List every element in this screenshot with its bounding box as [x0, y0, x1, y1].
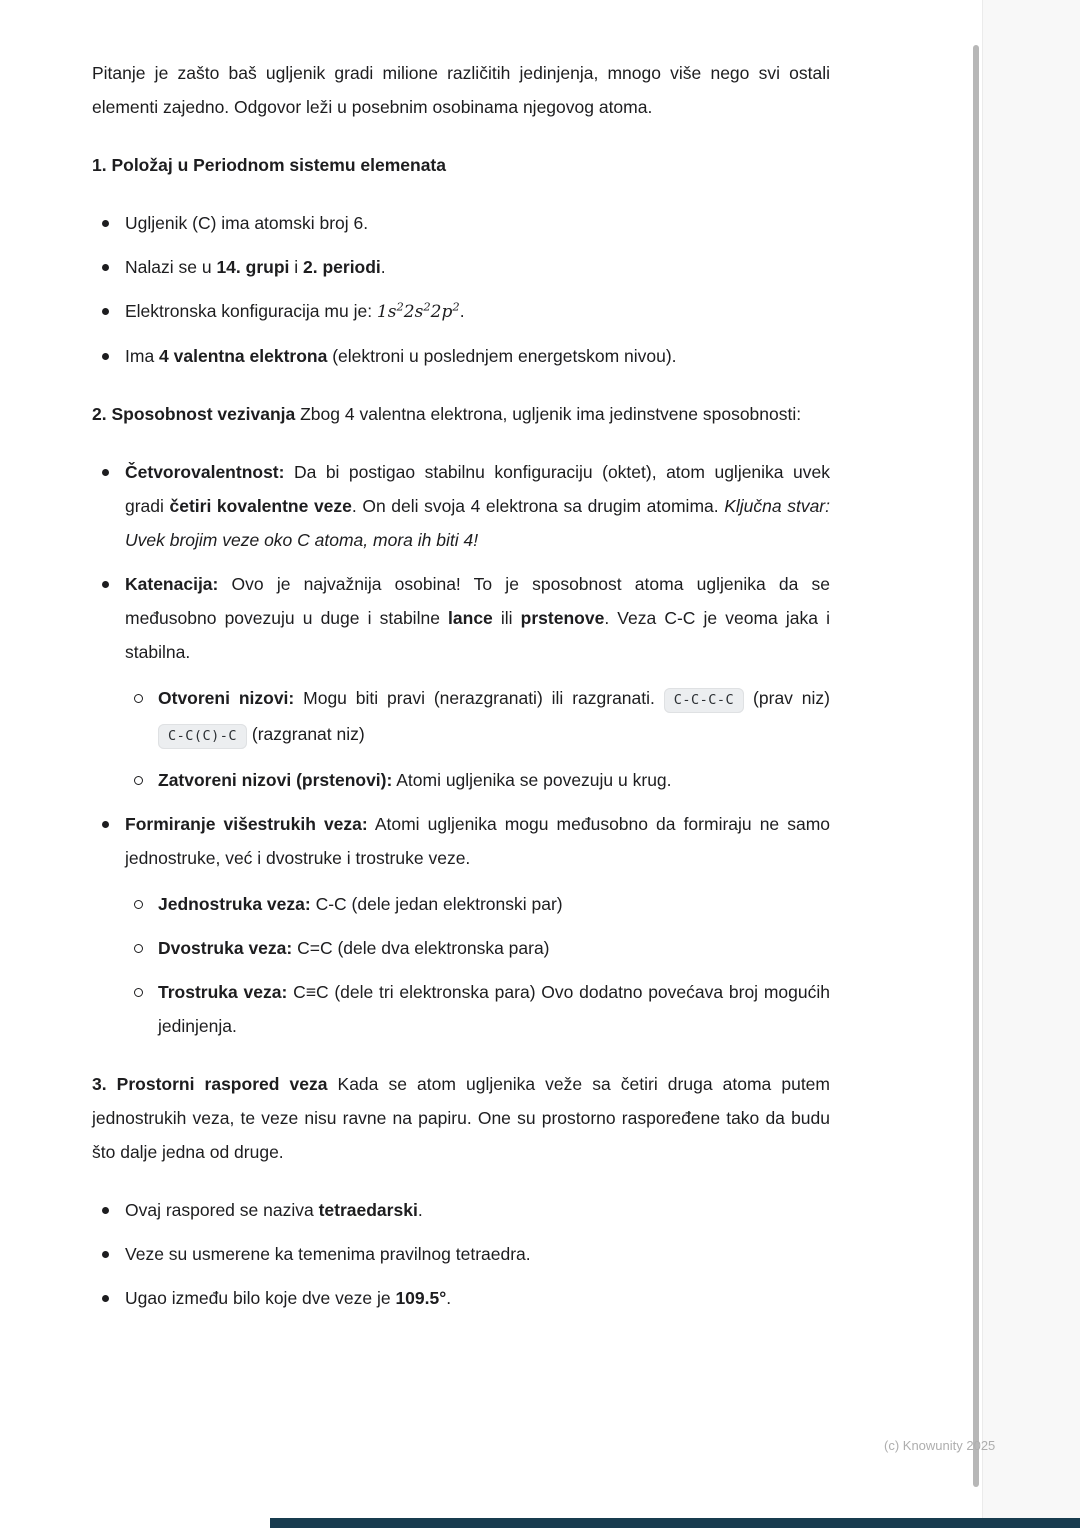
- math-run: 2p: [430, 302, 453, 322]
- text-run: Ovo je najvažnija osobina! To je sposobnost atoma ugljenika da se međusobno povezuju u duge i stabilne: [125, 574, 830, 628]
- bullet-icon: [102, 1207, 109, 1214]
- text-run: Atomi ugljenika mogu međusobno da formiraju ne samo jednostruke, već i dvostruke i trostruke veze.: [125, 814, 830, 868]
- bold-run: 4 valentna elektrona: [159, 346, 328, 366]
- bullet-icon: [102, 469, 109, 476]
- math-exponent: 2: [423, 299, 431, 314]
- bullet-icon: [102, 1251, 109, 1258]
- list-item: [92, 807, 830, 1043]
- text-run: Da bi postigao stabilnu konfiguraciju (oktet), atom ugljenika uvek gradi: [125, 462, 830, 516]
- text-run: Ima: [125, 346, 160, 366]
- bold-run: Dvostruka veza:: [158, 938, 293, 958]
- section-3-heading: [92, 1067, 830, 1169]
- bold-run: tetraedarski: [318, 1200, 418, 1220]
- italic-run: Ključna stvar: Uvek brojim veze oko C atoma, mora ih biti 4!: [125, 496, 830, 550]
- sub-list-item: [125, 931, 830, 965]
- bold-run: Jednostruka veza:: [158, 894, 311, 914]
- list-item: [92, 294, 830, 329]
- text-run: (razgranat niz): [247, 724, 365, 744]
- text-run: Veze su usmerene ka temenima pravilnog tetraedra.: [125, 1244, 531, 1264]
- circle-bullet-icon: [134, 900, 143, 909]
- bullet-icon: [102, 821, 109, 828]
- text-run: .: [446, 1288, 452, 1308]
- math-run: 2s: [403, 302, 424, 322]
- document-content: [92, 56, 830, 1339]
- bold-run: 109.5°: [395, 1288, 447, 1308]
- text-run: Pitanje je zašto baš ugljenik gradi milione različitih jedinjenja, mnogo više nego svi ostali elementi zajedno. Odgovor leži u posebnim osobinama njegovog atoma.: [92, 63, 830, 117]
- code-chip: C-C(C)-C: [158, 724, 247, 749]
- right-margin-area: [982, 0, 1080, 1528]
- bold-run: 2. periodi: [303, 257, 381, 277]
- list-item: [92, 339, 830, 373]
- heading-text: 1. Položaj u Periodnom sistemu elemenata: [92, 155, 446, 175]
- list-item: [92, 1237, 830, 1271]
- text-run: (prav niz): [744, 688, 830, 708]
- text-run: . On deli svoja 4 elektrona sa drugim atomima.: [351, 496, 725, 516]
- circle-bullet-icon: [134, 988, 143, 997]
- bold-run: Otvoreni nizovi:: [158, 688, 295, 708]
- section-2-list: [92, 455, 830, 1043]
- bullet-icon: [102, 581, 109, 588]
- bullet-icon: [102, 264, 109, 271]
- text-run: Kada se atom ugljenika veže sa četiri druga atoma putem jednostrukih veza, te veze nisu ravne na papiru. One su prostorno raspoređene tako da budu što dalje jedna od druge.: [92, 1074, 830, 1162]
- math-exponent: 2: [452, 299, 460, 314]
- math-run: 1s: [376, 302, 397, 322]
- list-item: [92, 455, 830, 557]
- sub-list-item: [125, 887, 830, 921]
- list-item: [92, 206, 830, 240]
- text-run: C-C (dele jedan elektronski par): [310, 894, 563, 914]
- sub-list-item: [125, 975, 830, 1043]
- text-run: ili: [492, 608, 521, 628]
- bullet-icon: [102, 353, 109, 360]
- text-run: Zbog 4 valentna elektrona, ugljenik ima jedinstvene sposobnosti:: [295, 404, 802, 424]
- heading-text: 3. Prostorni raspored veza: [92, 1074, 328, 1094]
- text-run: . Veza C-C je veoma jaka i stabilna.: [125, 608, 830, 662]
- text-run: Atomi ugljenika se povezuju u krug.: [392, 770, 672, 790]
- section-1-list: [92, 206, 830, 373]
- bold-run: Formiranje višestrukih veza:: [125, 814, 368, 834]
- circle-bullet-icon: [134, 776, 143, 785]
- intro-paragraph: [92, 56, 830, 124]
- text-run: .: [459, 301, 465, 321]
- bullet-icon: [102, 1295, 109, 1302]
- bold-run: Zatvoreni nizovi (prstenovi):: [158, 770, 393, 790]
- section-1-heading: [92, 148, 830, 182]
- text-run: Nalazi se u: [125, 257, 217, 277]
- code-chip: C-C-C-C: [664, 688, 744, 713]
- text-run: (elektroni u poslednjem energetskom nivou).: [327, 346, 677, 366]
- sub-list-item: [125, 681, 830, 753]
- bullet-icon: [102, 308, 109, 315]
- bold-run: Katenacija:: [125, 574, 219, 594]
- watermark: (c) Knowunity 2025: [884, 1438, 996, 1453]
- text-run: Ugao između bilo koje dve veze je: [125, 1288, 396, 1308]
- heading-text: 2. Sposobnost vezivanja: [92, 404, 296, 424]
- math-formula: [376, 299, 460, 322]
- text-run: Ovaj raspored se naziva: [125, 1200, 319, 1220]
- math-exponent: 2: [396, 299, 404, 314]
- text-run: .: [380, 257, 386, 277]
- text-run: i: [289, 257, 303, 277]
- veze-sublist: [125, 887, 830, 1043]
- bullet-icon: [102, 220, 109, 227]
- bottom-bar: [270, 1518, 1080, 1528]
- katenacija-sublist: [125, 681, 830, 797]
- bold-run: Trostruka veza:: [158, 982, 288, 1002]
- section-3-list: [92, 1193, 830, 1315]
- list-item: [92, 1193, 830, 1227]
- text-run: Elektronska konfiguracija mu je:: [125, 301, 377, 321]
- bold-run: 14. grupi: [216, 257, 290, 277]
- bold-run: lance: [448, 608, 493, 628]
- scrollbar-thumb[interactable]: [973, 45, 979, 1487]
- list-item: [92, 250, 830, 284]
- bold-run: prstenove: [520, 608, 605, 628]
- circle-bullet-icon: [134, 694, 143, 703]
- text-run: .: [417, 1200, 423, 1220]
- section-2-heading: [92, 397, 830, 431]
- bold-run: Četvorovalentnost:: [125, 462, 285, 482]
- text-run: Mogu biti pravi (nerazgranati) ili razgranati.: [294, 688, 664, 708]
- text-run: C=C (dele dva elektronska para): [292, 938, 550, 958]
- circle-bullet-icon: [134, 944, 143, 953]
- list-item: [92, 1281, 830, 1315]
- sub-list-item: [125, 763, 830, 797]
- bold-run: četiri kovalentne veze: [169, 496, 352, 516]
- text-run: Ugljenik (C) ima atomski broj 6.: [125, 213, 369, 233]
- text-run: C≡C (dele tri elektronska para) Ovo dodatno povećava broj mogućih jedinjenja.: [158, 982, 830, 1036]
- list-item: [92, 567, 830, 797]
